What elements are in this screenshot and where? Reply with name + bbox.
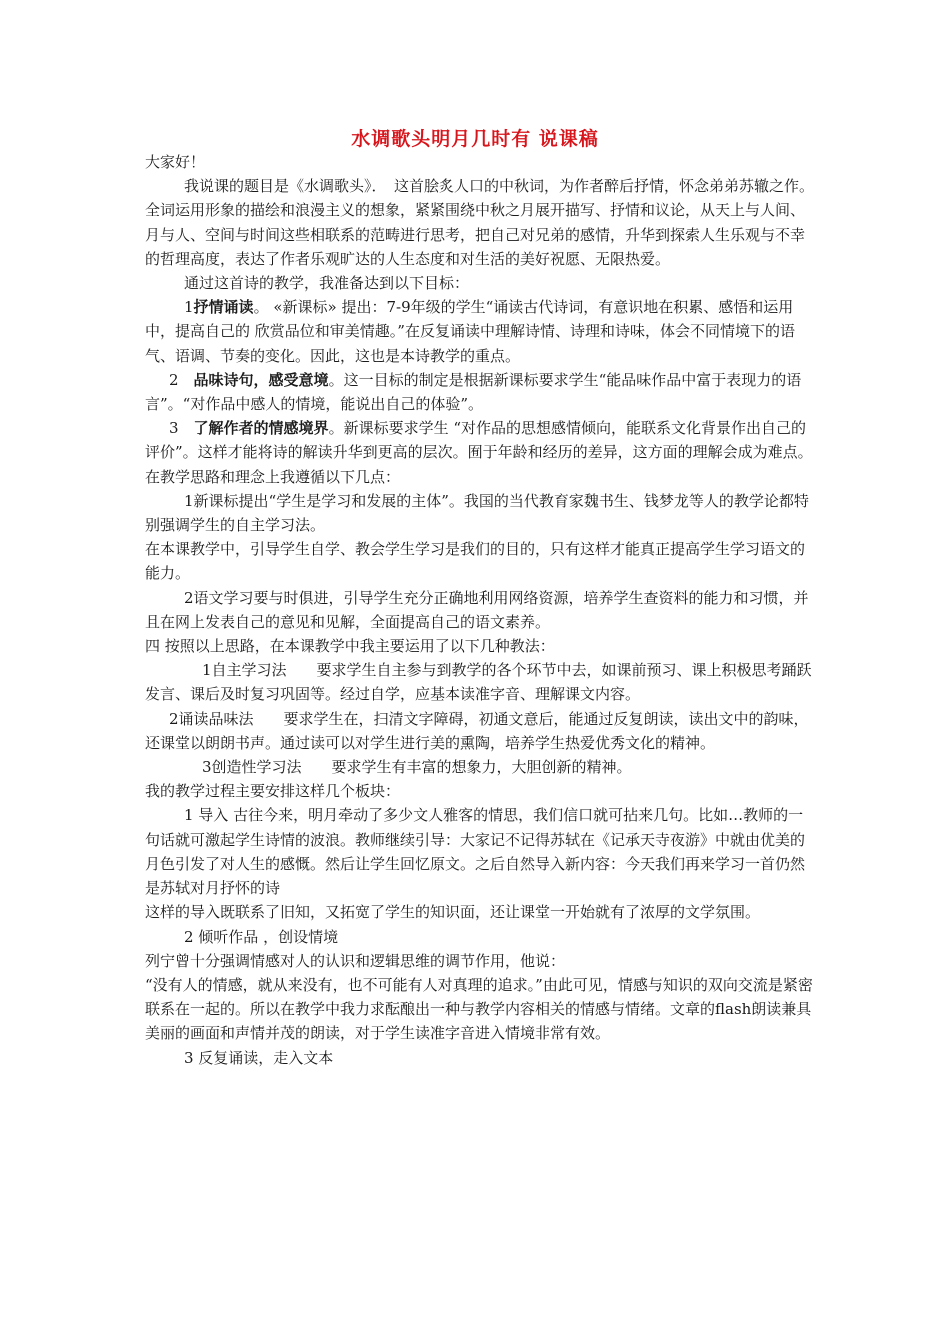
intro-paragraph: 我说课的题目是《水调歌头》． 这首脍炙人口的中秋词，为作者醉后抒情，怀念弟弟苏辙之作。全词运用形象的描绘和浪漫主义的想象，紧紧围绕中秋之月展开描写、抒情和议论，从天上与人间、月与人、空间与时间这些相联系的范畴进行思考，把自己对兄弟的感情，升华到探索人生乐观与不幸的哲理高度，表达了作者乐观旷达的人生态度和对生活的美好祝愿、无限热爱。	[145, 177, 815, 268]
goal-1-number: 1	[184, 298, 194, 317]
concept-2: 2语文学习要与时俱进，引导学生充分正确地利用网络资源，培养学生查资料的能力和习惯，并且在网上发表自己的意见和见解，全面提高自己的语文素养。	[145, 588, 809, 631]
goal-2	[145, 368, 815, 416]
goal-2-text: 。这一目标的制定是根据新课标要求学生“能品味作品中富于表现力的语言”。“对作品中感人的情境，能说出自己的体验”。	[145, 370, 802, 414]
process-lead: 我的教学过程主要安排这样几个板块：	[145, 782, 401, 801]
goal-2-number: 2	[169, 370, 194, 389]
method-2: 2诵读品味法 要求学生在，扫清文字障碍，初通文意后，能通过反复朗读，读出文中的韵味，还课堂以朗朗书声。通过读可以对学生进行美的熏陶，培养学生热爱优秀文化的精神。	[145, 709, 809, 752]
document-title: 水调歌头明月几时有 说课稿	[351, 128, 599, 150]
step-2a: 列宁曾十分强调情感对人的认识和逻辑思维的调节作用，他说：	[145, 951, 566, 970]
method-1: 1自主学习法 要求学生自主参与到教学的各个环节中去，如课前预习、课上积极思考踊跃发言、课后及时复习巩固等。经过自学，应基本读准字音、理解课文内容。	[145, 661, 812, 704]
goals-lead: 通过这首诗的教学，我准备达到以下目标：	[184, 274, 470, 293]
methods-lead: 四 按照以上思路，在本课教学中我主要运用了以下几种教法：	[145, 637, 555, 656]
step-3: 3 反复诵读，走入文本	[184, 1048, 334, 1067]
goal-1-text: 。 «新课标» 提出：7-9年级的学生“诵读古代诗词，有意识地在积累、感悟和运用中，提高自己的 欣赏品位和审美情趣。”在反复诵读中理解诗情、诗理和诗味，体会不同情境下的语气、语调、节奏的变化。因此，这也是本诗教学的重点。	[145, 298, 795, 365]
goal-3-text: 。新课标要求学生 “对作品的思想感情倾向，能联系文化背景作出自己的评价”。这样才能将诗的解读升华到更高的层次。囿于年龄和经历的差异，这方面的理解会成为难点。	[145, 419, 813, 462]
goal-1-heading: 抒情诵读	[193, 298, 254, 317]
concept-1b: 在本课教学中，引导学生自学、教会学生学习是我们的目的，只有这样才能真正提高学生学习语文的能力。	[145, 540, 806, 583]
step-2: 2 倾听作品 ，创设情境	[184, 927, 339, 946]
goal-3	[145, 416, 815, 464]
step-1b: 这样的导入既联系了旧知，又拓宽了学生的知识面，还让课堂一开始就有了浓厚的文学氛围。	[145, 903, 761, 922]
goal-1	[145, 295, 815, 368]
method-3: 3创造性学习法 要求学生有丰富的想象力，大胆创新的精神。	[202, 758, 632, 777]
step-1: 1 导入 古往今来，明月牵动了多少文人雅客的情思，我们信口就可拈来几句。比如…教师的一句话就可激起学生诗情的波浪。教师继续引导：大家记不记得苏轼在《记承天寺夜游》中就由优美的月色引发了对人生的感慨。然后让学生回忆原文。之后自然导入新内容：今天我们再来学习一首仍然是苏轼对月抒怀的诗	[145, 806, 806, 898]
step-2b: “没有人的情感，就从来没有，也不可能有人对真理的追求。”由此可见，情感与知识的双向交流是紧密联系在一起的。所以在教学中我力求酝酿出一种与教学内容相关的情感与情绪。文章的flash朗读兼具美丽的画面和声情并茂的朗读，对于学生读准字音进入情境非常有效。	[145, 975, 813, 1043]
document-body	[145, 150, 815, 1070]
concept-lead: 在教学思路和理念上我遵循以下几点：	[145, 467, 401, 486]
goal-3-number: 3	[169, 419, 194, 438]
goal-2-heading: 品味诗句，感受意境	[193, 370, 329, 389]
concept-1: 1新课标提出“学生是学习和发展的主体”。我国的当代教育家魏书生、钱梦龙等人的教学论都特别强调学生的自主学习法。	[145, 491, 809, 535]
goal-3-heading: 了解作者的情感境界	[193, 419, 329, 438]
greeting: 大家好！	[145, 153, 206, 171]
